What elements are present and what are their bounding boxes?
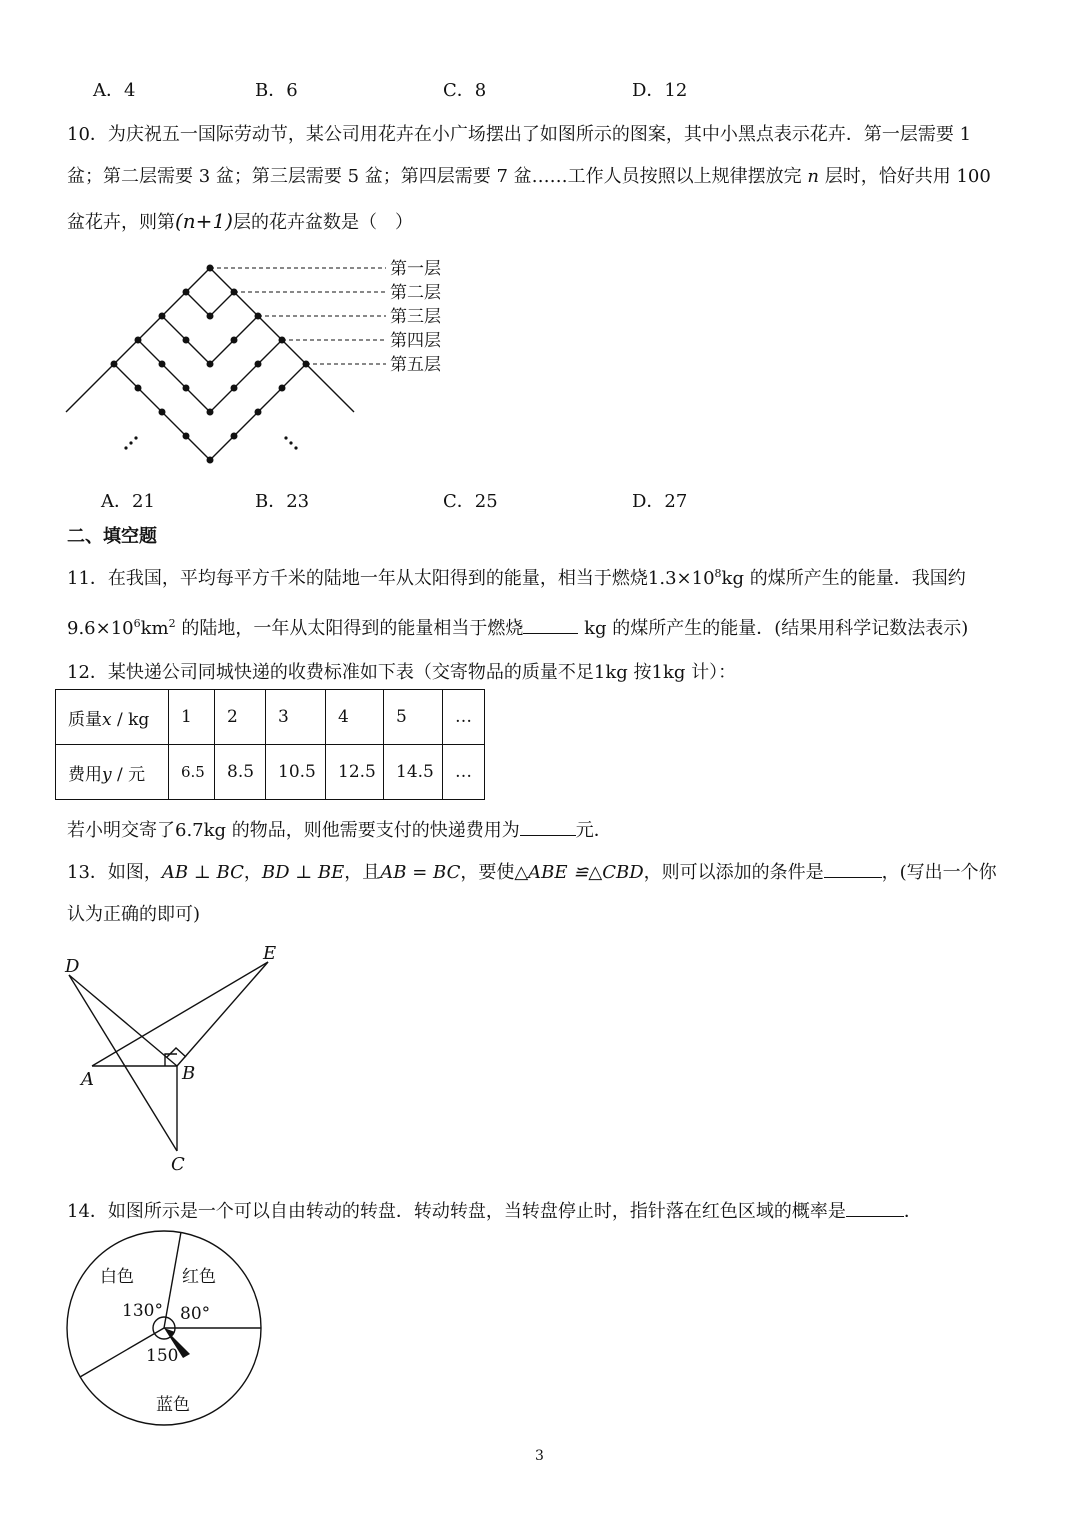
table-cell: 3	[266, 690, 326, 745]
q10-line2: 盆；第二层需要 3 盆；第三层需要 5 盆；第四层需要 7 盆……工作人员按照以上规律摆放完 n 层时，恰好共用 100	[67, 166, 991, 187]
layer-label-4: 第四层	[390, 331, 441, 351]
sector-label-white: 白色	[100, 1267, 134, 1287]
table-cell: 8.5	[215, 745, 266, 800]
layer-label-3: 第三层	[390, 307, 441, 327]
q13-line2: 认为正确的即可)	[67, 904, 201, 925]
q12-line1: 12．某快递公司同城快递的收费标准如下表（交寄物品的质量不足1kg 按1kg 计）：	[67, 662, 737, 683]
sector-label-blue: 蓝色	[156, 1395, 190, 1415]
q11-line1: 11．在我国，平均每平方千米的陆地一年从太阳得到的能量，相当于燃烧$1.3\times 10^8kg$ 的煤所产生的能量．我国约	[67, 567, 966, 589]
q10-line3: 盆花卉，则第(n+1)层的花卉盆数是（ ）	[67, 209, 413, 233]
layer-label-1: 第一层	[390, 259, 441, 279]
angle-label-80: 80°	[180, 1304, 211, 1324]
q12-after-line: 若小明交寄了6.7kg 的物品，则他需要支付的快递费用为 元．	[67, 820, 612, 841]
point-label-d: D	[65, 956, 80, 977]
table-cell: 1	[169, 690, 215, 745]
table-row	[56, 690, 485, 745]
table-cell: …	[443, 690, 485, 745]
fee-table	[55, 689, 485, 800]
q10-option-b: B．23	[255, 491, 310, 512]
angle-label-130: 130°	[122, 1301, 163, 1321]
sector-label-red: 红色	[182, 1267, 216, 1287]
table-cell: 12.5	[326, 745, 384, 800]
table-cell: 5	[384, 690, 443, 745]
q13-answer-blank[interactable]	[824, 863, 882, 878]
table-cell: …	[443, 745, 485, 800]
triangle-figure	[55, 940, 295, 1175]
q9-option-a: A．4	[93, 80, 136, 101]
page-number: 3	[535, 1448, 544, 1464]
angle-label-150: 150°	[146, 1346, 187, 1366]
q10-option-d: D．27	[632, 491, 688, 512]
table-cell: 10.5	[266, 745, 326, 800]
q14-answer-blank[interactable]	[846, 1202, 904, 1217]
q10-line1: 10．为庆祝五一国际劳动节，某公司用花卉在小广场摆出了如图所示的图案，其中小黑点表示花卉．第一层需要 1	[67, 124, 972, 145]
table-header-fee: 费用y / 元	[56, 745, 169, 800]
point-label-c: C	[171, 1154, 185, 1175]
q9-option-c: C．8	[443, 80, 487, 101]
point-label-a: A	[81, 1069, 94, 1090]
spinner-wheel	[60, 1228, 270, 1428]
q9-option-b: B．6	[255, 80, 298, 101]
table-cell: 14.5	[384, 745, 443, 800]
layer-label-2: 第二层	[390, 283, 441, 303]
table-row	[56, 745, 485, 800]
table-header-mass: 质量x / kg	[56, 690, 169, 745]
q10-option-c: C．25	[443, 491, 498, 512]
table-cell: 2	[215, 690, 266, 745]
q14-line1: 14．如图所示是一个可以自由转动的转盘．转动转盘，当转盘停止时，指针落在红色区域的概率是 ．	[67, 1201, 922, 1222]
layer-label-5: 第五层	[390, 355, 441, 375]
table-cell: 4	[326, 690, 384, 745]
q11-answer-blank[interactable]	[523, 619, 578, 634]
q11-line2: $9.6\times 10^6km^2$ 的陆地，一年从太阳得到的能量相当于燃烧 kg 的煤所产生的能量．(结果用科学记数法表示)	[67, 617, 969, 639]
point-label-b: B	[182, 1063, 196, 1084]
q9-option-d: D．12	[632, 80, 688, 101]
q13-line1: 13．如图，AB ⊥ BC，BD ⊥ BE，且AB = BC，要使△ABE ≌△CBD，则可以添加的条件是 ，(写出一个你	[67, 862, 997, 883]
q12-answer-blank[interactable]	[520, 821, 576, 836]
point-label-e: E	[263, 943, 277, 964]
q10-option-a: A．21	[101, 491, 155, 512]
table-cell: 6.5	[169, 745, 215, 800]
flower-pattern-diagram	[60, 258, 460, 473]
section-title-fill-in: 二、填空题	[67, 526, 157, 547]
